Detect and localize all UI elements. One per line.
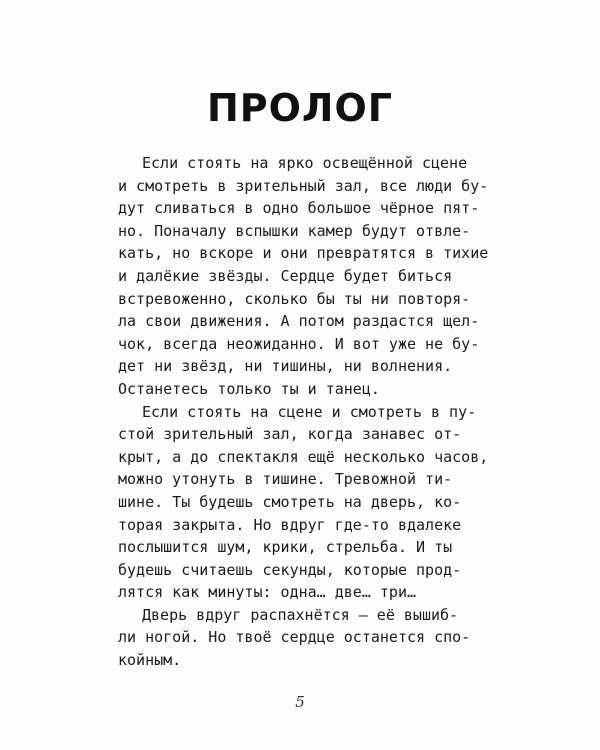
text-line: дут сливаться в одно большое чёрное пят-	[118, 199, 480, 218]
text-line: но. Поначалу вспышки камер будут отвле-	[118, 221, 471, 240]
text-line: будешь считаешь секунды, которые прод-	[118, 560, 462, 579]
body-text	[118, 152, 496, 672]
text-line: ла свои движения. А потом раздастся щел-	[118, 312, 480, 331]
text-line: можно утонуть в тишине. Тревожной ти-	[118, 470, 453, 489]
text-line: послышится шум, крики, стрельба. И ты	[118, 538, 453, 557]
text-line: торая закрыта. Но вдруг где-то вдалеке	[118, 515, 462, 534]
paragraph	[118, 401, 496, 604]
text-line: крыт, а до спектакля ещё несколько часов,	[118, 447, 489, 466]
text-line: Если стоять на сцене и смотреть в пу-	[142, 402, 477, 421]
text-line: чок, всегда неожиданно. И вот уже не бу-	[118, 334, 480, 353]
chapter-title: ПРОЛОГ	[206, 86, 394, 130]
text-line: дет ни звёзд, ни тишины, ни волнения.	[118, 357, 453, 376]
text-line: кать, но вскоре и они превратятся в тихие	[118, 244, 489, 263]
paragraph	[118, 604, 496, 672]
text-line: шине. Ты будешь смотреть на дверь, ко-	[118, 492, 462, 511]
text-line: койным.	[118, 651, 182, 670]
paragraph	[118, 152, 496, 401]
text-line: и смотреть в зрительный зал, все люди бу-	[118, 176, 489, 195]
page-number: 5	[295, 693, 305, 711]
text-line: Если стоять на ярко освещённой сцене	[142, 154, 468, 172]
text-line: ли ногой. Но твоё сердце останется спо-	[118, 628, 471, 647]
text-line: встревоженно, сколько бы ты ни повторя-	[118, 289, 471, 308]
text-line: стой зрительный зал, когда занавес от-	[118, 425, 462, 444]
text-line: и далёкие звёзды. Сердце будет биться	[118, 266, 453, 285]
text-line: Дверь вдруг распахнётся — её вышиб-	[142, 605, 459, 624]
text-line: Останетесь только ты и танец.	[118, 379, 380, 398]
text-line: лятся как минуты: одна… две… три…	[118, 583, 417, 602]
